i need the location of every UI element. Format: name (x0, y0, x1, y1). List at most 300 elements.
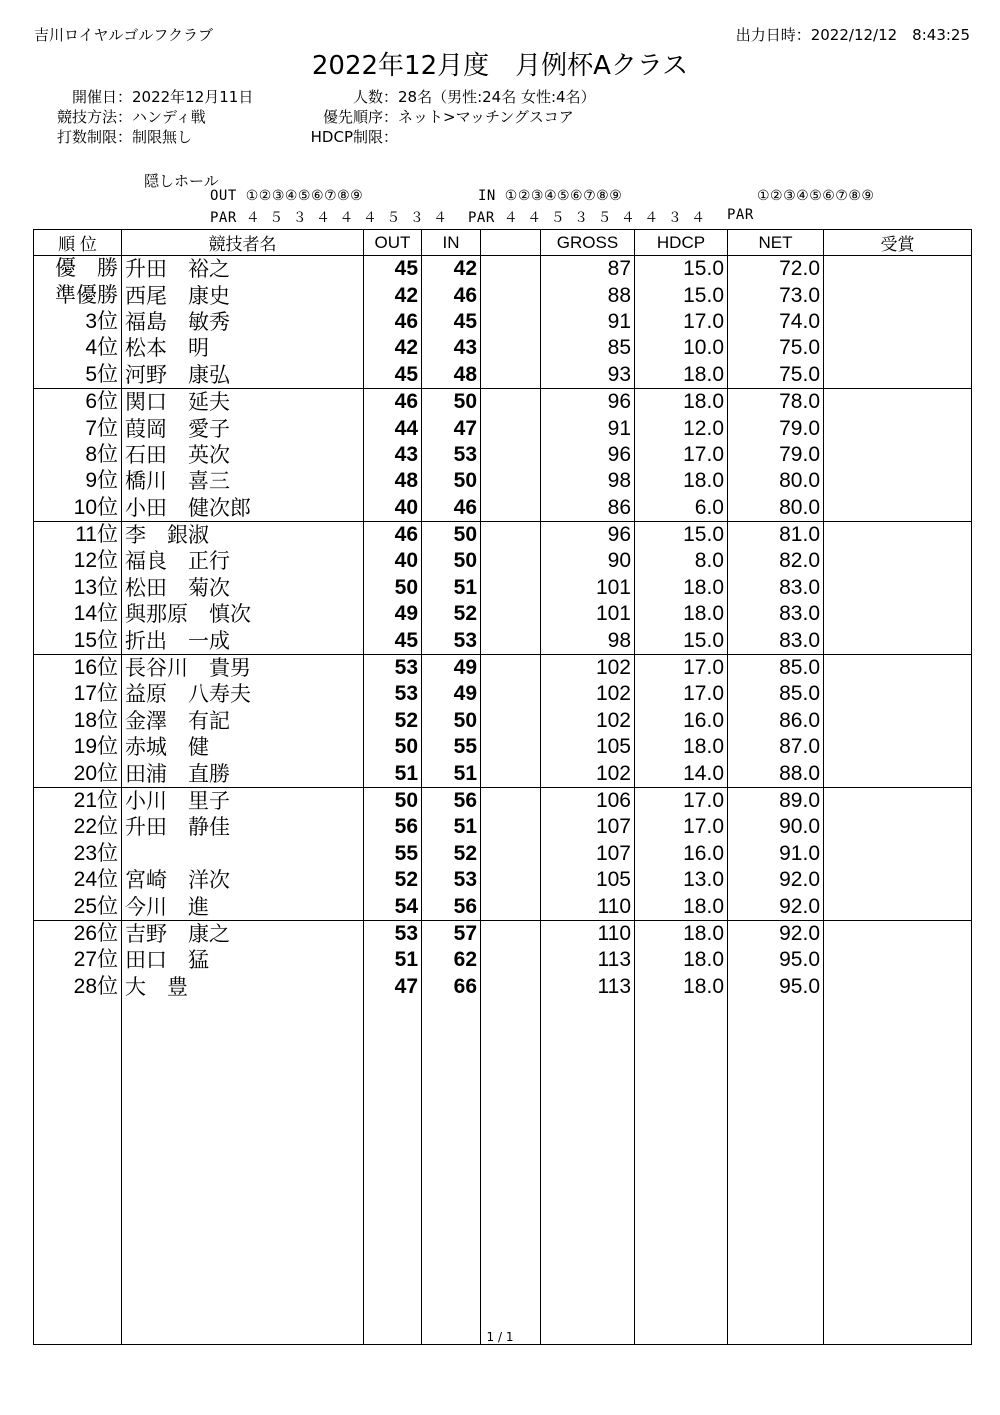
cell-in: 55 (422, 734, 481, 760)
cell-in: 51 (422, 760, 481, 787)
cell-in: 50 (422, 521, 481, 548)
cell-net: 91.0 (728, 841, 824, 867)
cell-empty (481, 1000, 541, 1345)
cell-hdcp: 15.0 (635, 282, 728, 308)
table-row (34, 442, 972, 468)
cell-hdcp: 15.0 (635, 256, 728, 283)
cell-out: 50 (364, 734, 422, 760)
cell-out: 43 (364, 442, 422, 468)
info-priority (300, 106, 574, 127)
info-priority-label: 優先順序： (322, 108, 398, 126)
cell-name: 田口 猛 (122, 947, 364, 973)
cell-hdcp: 17.0 (635, 681, 728, 707)
cell-in: 51 (422, 814, 481, 840)
info-date-value: 2022年12月11日 (132, 88, 254, 106)
cell-empty (481, 601, 541, 627)
cell-empty (481, 282, 541, 308)
cell-rank: 14位 (34, 601, 122, 627)
cell-name: 松田 菊次 (122, 575, 364, 601)
cell-net: 83.0 (728, 575, 824, 601)
cell-out: 49 (364, 601, 422, 627)
cell-hdcp: 15.0 (635, 521, 728, 548)
cell-in: 48 (422, 362, 481, 389)
cell-in: 50 (422, 388, 481, 415)
cell-empty (541, 1000, 635, 1345)
cell-in: 62 (422, 947, 481, 973)
info-date-label: 開催日： (71, 88, 132, 106)
table-row (34, 920, 972, 947)
table-row (34, 893, 972, 920)
cell-gross: 91 (541, 415, 635, 441)
out-par: PAR ４ ５ ３ ４ ４ ４ ５ ３ ４ (210, 210, 448, 226)
col-blank (481, 230, 541, 256)
cell-empty (824, 974, 972, 1000)
cell-in: 49 (422, 681, 481, 707)
cell-name: 福良 正行 (122, 548, 364, 574)
cell-empty (481, 627, 541, 654)
table-row (34, 654, 972, 681)
cell-rank: 7位 (34, 415, 122, 441)
cell-name: 関口 延夫 (122, 388, 364, 415)
cell-in: 43 (422, 335, 481, 361)
cell-gross: 105 (541, 867, 635, 893)
cell-rank: 16位 (34, 654, 122, 681)
cell-empty (422, 1000, 481, 1345)
cell-gross: 98 (541, 627, 635, 654)
cell-empty (481, 893, 541, 920)
cell-in: 46 (422, 495, 481, 522)
cell-rank: 25位 (34, 893, 122, 920)
cell-empty (824, 442, 972, 468)
out-holes: OUT ①②③④⑤⑥⑦⑧⑨ (210, 188, 364, 204)
cell-name: 升田 裕之 (122, 256, 364, 283)
cell-empty (728, 1000, 824, 1345)
cell-in: 50 (422, 468, 481, 494)
cell-net: 92.0 (728, 867, 824, 893)
cell-gross: 86 (541, 495, 635, 522)
cell-empty (824, 256, 972, 283)
cell-empty (824, 654, 972, 681)
cell-empty (481, 841, 541, 867)
cell-empty (824, 548, 972, 574)
cell-rank: 27位 (34, 947, 122, 973)
cell-empty (824, 814, 972, 840)
cell-empty (824, 575, 972, 601)
cell-hdcp: 18.0 (635, 974, 728, 1000)
table-row (34, 388, 972, 415)
cell-gross: 96 (541, 442, 635, 468)
info-method-label: 競技方法： (56, 108, 132, 126)
info-limit-label: 打数制限： (56, 128, 132, 146)
info-priority-value: ネット>マッチングスコア (398, 108, 574, 126)
cell-net: 83.0 (728, 627, 824, 654)
cell-out: 46 (364, 309, 422, 335)
info-count-label: 人数： (352, 88, 398, 106)
cell-hdcp: 8.0 (635, 548, 728, 574)
cell-gross: 102 (541, 760, 635, 787)
cell-empty (481, 947, 541, 973)
info-hdcp-limit (300, 126, 398, 147)
cell-empty (824, 920, 972, 947)
cell-gross: 110 (541, 893, 635, 920)
cell-empty (34, 1000, 122, 1345)
cell-hdcp: 17.0 (635, 654, 728, 681)
cell-gross: 106 (541, 787, 635, 814)
cell-empty (824, 362, 972, 389)
cell-empty (824, 601, 972, 627)
cell-hdcp: 18.0 (635, 468, 728, 494)
cell-hdcp: 16.0 (635, 841, 728, 867)
table-row (34, 867, 972, 893)
cell-empty (481, 760, 541, 787)
table-row (34, 256, 972, 283)
printed-label: 出力日時： (735, 26, 811, 44)
cell-net: 92.0 (728, 893, 824, 920)
cell-gross: 105 (541, 734, 635, 760)
cell-empty (824, 734, 972, 760)
cell-in: 53 (422, 442, 481, 468)
cell-gross: 98 (541, 468, 635, 494)
cell-out: 56 (364, 814, 422, 840)
cell-gross: 88 (541, 282, 635, 308)
cell-name: 葭岡 愛子 (122, 415, 364, 441)
cell-empty (824, 309, 972, 335)
info-limit (34, 126, 192, 147)
cell-empty (824, 841, 972, 867)
cell-net: 73.0 (728, 282, 824, 308)
cell-empty (481, 521, 541, 548)
cell-gross: 85 (541, 335, 635, 361)
cell-out: 47 (364, 974, 422, 1000)
cell-name: 今川 進 (122, 893, 364, 920)
cell-hdcp: 17.0 (635, 309, 728, 335)
info-count-value: 28名（男性:24名 女性:4名） (398, 88, 596, 106)
cell-gross: 113 (541, 947, 635, 973)
cell-in: 66 (422, 974, 481, 1000)
cell-empty (481, 388, 541, 415)
table-row (34, 627, 972, 654)
cell-empty (481, 708, 541, 734)
cell-out: 46 (364, 388, 422, 415)
table-row (34, 575, 972, 601)
table-row (34, 601, 972, 627)
cell-out: 42 (364, 335, 422, 361)
cell-net: 78.0 (728, 388, 824, 415)
cell-in: 46 (422, 282, 481, 308)
cell-name: 西尾 康史 (122, 282, 364, 308)
cell-net: 79.0 (728, 442, 824, 468)
cell-out: 54 (364, 893, 422, 920)
table-row (34, 734, 972, 760)
table-row (34, 362, 972, 389)
cell-gross: 93 (541, 362, 635, 389)
cell-rank: 18位 (34, 708, 122, 734)
cell-empty (635, 1000, 728, 1345)
cell-hdcp: 18.0 (635, 601, 728, 627)
col-net: NET (728, 230, 824, 256)
cell-out: 48 (364, 468, 422, 494)
cell-hdcp: 17.0 (635, 787, 728, 814)
cell-rank: 13位 (34, 575, 122, 601)
printed-value: 2022/12/12 8:43:25 (810, 26, 970, 44)
cell-name: 田浦 直勝 (122, 760, 364, 787)
cell-in: 56 (422, 893, 481, 920)
table-row (34, 468, 972, 494)
cell-name: 折出 一成 (122, 627, 364, 654)
in-holes: IN ①②③④⑤⑥⑦⑧⑨ (478, 188, 623, 204)
cell-net: 80.0 (728, 468, 824, 494)
cell-name: 升田 静佳 (122, 814, 364, 840)
cell-net: 82.0 (728, 548, 824, 574)
cell-rank: 24位 (34, 867, 122, 893)
cell-name: 橋川 喜三 (122, 468, 364, 494)
cell-empty (824, 681, 972, 707)
cell-name: 小川 里子 (122, 787, 364, 814)
cell-empty (481, 468, 541, 494)
cell-out: 50 (364, 575, 422, 601)
printed-datetime (736, 24, 970, 45)
cell-rank: 4位 (34, 335, 122, 361)
cell-name: 河野 康弘 (122, 362, 364, 389)
cell-net: 83.0 (728, 601, 824, 627)
club-name: 吉川ロイヤルゴルフクラブ (34, 26, 213, 44)
cell-empty (824, 282, 972, 308)
col-in: IN (422, 230, 481, 256)
cell-rank: 8位 (34, 442, 122, 468)
cell-in: 56 (422, 787, 481, 814)
cell-rank: 20位 (34, 760, 122, 787)
cell-rank: 9位 (34, 468, 122, 494)
cell-net: 89.0 (728, 787, 824, 814)
cell-hdcp: 17.0 (635, 442, 728, 468)
cell-out: 42 (364, 282, 422, 308)
cell-net: 85.0 (728, 681, 824, 707)
cell-net: 92.0 (728, 920, 824, 947)
cell-empty (481, 309, 541, 335)
cell-net: 75.0 (728, 335, 824, 361)
hidden-holes-label: 隠しホール (144, 172, 219, 190)
cell-empty (481, 548, 541, 574)
cell-name: 金澤 有記 (122, 708, 364, 734)
cell-net: 95.0 (728, 947, 824, 973)
cell-hdcp: 6.0 (635, 495, 728, 522)
cell-empty (824, 867, 972, 893)
cell-in: 50 (422, 548, 481, 574)
cell-gross: 110 (541, 920, 635, 947)
cell-gross: 101 (541, 601, 635, 627)
page-number: 1 / 1 (486, 1330, 514, 1344)
col-gross: GROSS (541, 230, 635, 256)
cell-hdcp: 13.0 (635, 867, 728, 893)
info-date (34, 86, 253, 107)
cell-empty (824, 1000, 972, 1345)
cell-gross: 90 (541, 548, 635, 574)
cell-empty (481, 442, 541, 468)
cell-empty (481, 867, 541, 893)
cell-net: 95.0 (728, 974, 824, 1000)
cell-out: 52 (364, 708, 422, 734)
cell-out: 46 (364, 521, 422, 548)
extra-par: PAR (727, 207, 754, 223)
table-row (34, 708, 972, 734)
cell-in: 53 (422, 867, 481, 893)
cell-net: 72.0 (728, 256, 824, 283)
table-row (34, 947, 972, 973)
cell-net: 86.0 (728, 708, 824, 734)
cell-in: 53 (422, 627, 481, 654)
cell-net: 90.0 (728, 814, 824, 840)
cell-in: 50 (422, 708, 481, 734)
cell-empty (481, 734, 541, 760)
info-hdcp-label: HDCP制限： (310, 128, 398, 146)
cell-name (122, 841, 364, 867)
cell-net: 74.0 (728, 309, 824, 335)
table-row (34, 787, 972, 814)
cell-name: 與那原 慎次 (122, 601, 364, 627)
cell-out: 51 (364, 947, 422, 973)
cell-rank: 22位 (34, 814, 122, 840)
cell-net: 75.0 (728, 362, 824, 389)
cell-rank: 15位 (34, 627, 122, 654)
cell-out: 40 (364, 548, 422, 574)
cell-hdcp: 14.0 (635, 760, 728, 787)
col-rank: 順 位 (34, 230, 122, 256)
cell-gross: 96 (541, 388, 635, 415)
table-row (34, 415, 972, 441)
in-par: PAR ４ ４ ５ ３ ５ ４ ４ ３ ４ (468, 210, 706, 226)
cell-empty (824, 495, 972, 522)
cell-name: 大 豊 (122, 974, 364, 1000)
cell-empty (824, 893, 972, 920)
cell-rank: 5位 (34, 362, 122, 389)
cell-name: 長谷川 貴男 (122, 654, 364, 681)
cell-gross: 107 (541, 814, 635, 840)
cell-net: 85.0 (728, 654, 824, 681)
cell-in: 52 (422, 601, 481, 627)
cell-hdcp: 18.0 (635, 734, 728, 760)
cell-rank: 優 勝 (34, 256, 122, 283)
cell-name: 石田 英次 (122, 442, 364, 468)
cell-empty (481, 787, 541, 814)
col-award: 受賞 (824, 230, 972, 256)
cell-empty (824, 388, 972, 415)
cell-empty (824, 708, 972, 734)
col-name: 競技者名 (122, 230, 364, 256)
info-method-value: ハンディ戦 (132, 108, 206, 126)
cell-in: 52 (422, 841, 481, 867)
cell-hdcp: 15.0 (635, 627, 728, 654)
cell-name: 宮崎 洋次 (122, 867, 364, 893)
cell-rank: 10位 (34, 495, 122, 522)
cell-in: 47 (422, 415, 481, 441)
cell-out: 53 (364, 654, 422, 681)
cell-gross: 101 (541, 575, 635, 601)
cell-name: 小田 健次郎 (122, 495, 364, 522)
table-row (34, 521, 972, 548)
table-row (34, 335, 972, 361)
cell-rank: 6位 (34, 388, 122, 415)
table-row (34, 495, 972, 522)
cell-out: 40 (364, 495, 422, 522)
cell-in: 57 (422, 920, 481, 947)
cell-empty (481, 654, 541, 681)
info-count (300, 86, 596, 107)
cell-in: 49 (422, 654, 481, 681)
cell-rank: 12位 (34, 548, 122, 574)
table-row (34, 309, 972, 335)
cell-gross: 113 (541, 974, 635, 1000)
results-table (33, 229, 972, 1345)
cell-hdcp: 18.0 (635, 893, 728, 920)
cell-out: 51 (364, 760, 422, 787)
cell-empty (824, 787, 972, 814)
table-filler-row (34, 1000, 972, 1345)
cell-out: 44 (364, 415, 422, 441)
cell-empty (824, 521, 972, 548)
cell-name: 赤城 健 (122, 734, 364, 760)
cell-gross: 87 (541, 256, 635, 283)
cell-empty (824, 335, 972, 361)
cell-empty (481, 495, 541, 522)
cell-empty (481, 575, 541, 601)
cell-empty (364, 1000, 422, 1345)
col-hdcp: HDCP (635, 230, 728, 256)
cell-empty (481, 974, 541, 1000)
cell-name: 福島 敏秀 (122, 309, 364, 335)
cell-hdcp: 18.0 (635, 947, 728, 973)
col-out: OUT (364, 230, 422, 256)
cell-hdcp: 18.0 (635, 920, 728, 947)
extra-holes: ①②③④⑤⑥⑦⑧⑨ (757, 188, 875, 204)
cell-rank: 19位 (34, 734, 122, 760)
cell-empty (824, 415, 972, 441)
cell-empty (824, 627, 972, 654)
info-limit-value: 制限無し (132, 128, 193, 146)
cell-empty (481, 814, 541, 840)
table-row (34, 814, 972, 840)
cell-empty (824, 468, 972, 494)
cell-hdcp: 10.0 (635, 335, 728, 361)
cell-gross: 91 (541, 309, 635, 335)
table-row (34, 282, 972, 308)
table-row (34, 841, 972, 867)
table-row (34, 974, 972, 1000)
cell-gross: 96 (541, 521, 635, 548)
cell-out: 52 (364, 867, 422, 893)
cell-empty (481, 415, 541, 441)
cell-empty (481, 681, 541, 707)
cell-net: 80.0 (728, 495, 824, 522)
cell-empty (481, 256, 541, 283)
cell-empty (481, 362, 541, 389)
cell-hdcp: 17.0 (635, 814, 728, 840)
cell-hdcp: 16.0 (635, 708, 728, 734)
cell-gross: 102 (541, 654, 635, 681)
cell-gross: 107 (541, 841, 635, 867)
cell-net: 88.0 (728, 760, 824, 787)
cell-rank: 26位 (34, 920, 122, 947)
table-row (34, 681, 972, 707)
cell-out: 45 (364, 627, 422, 654)
cell-rank: 23位 (34, 841, 122, 867)
cell-hdcp: 18.0 (635, 388, 728, 415)
cell-rank: 28位 (34, 974, 122, 1000)
cell-in: 51 (422, 575, 481, 601)
cell-name: 李 銀淑 (122, 521, 364, 548)
table-row (34, 760, 972, 787)
cell-out: 55 (364, 841, 422, 867)
cell-out: 50 (364, 787, 422, 814)
